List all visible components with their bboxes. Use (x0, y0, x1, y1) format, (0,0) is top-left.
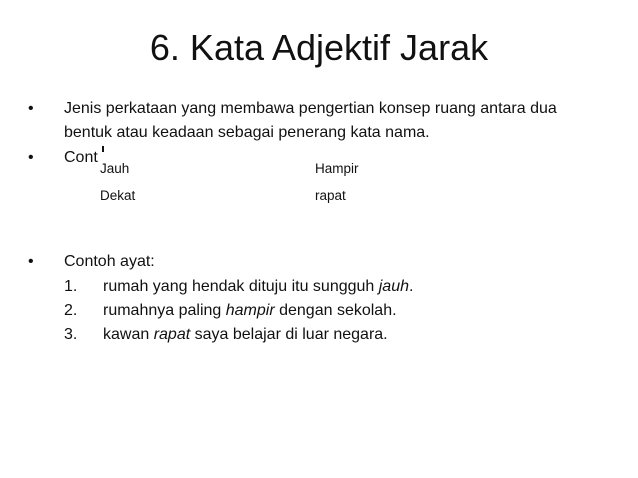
table-cell: rapat (315, 188, 346, 203)
example-text-before: rumah yang hendak dituju itu sungguh (103, 278, 379, 295)
bullet-marker: • (28, 100, 34, 117)
example-text-after: . (409, 278, 414, 295)
bullet-definition (28, 97, 588, 147)
table-cell: Dekat (100, 188, 136, 203)
bullet-example-sentences (28, 250, 588, 274)
example-number: 1. (64, 278, 78, 295)
example-text-emphasis: hampir (225, 302, 275, 319)
example-number: 3. (64, 326, 78, 343)
example-text-after: saya belajar di luar negara. (190, 326, 388, 343)
example-number: 2. (64, 302, 78, 319)
example-text (103, 299, 397, 323)
bullet-text: Contoh ayat: (64, 253, 155, 270)
example-text (103, 323, 388, 347)
clipped-text-fragment (102, 146, 104, 152)
bullet-text-line-2: bentuk atau keadaan sebagai penerang kata nama. (64, 124, 430, 141)
example-text-before: rumahnya paling (103, 302, 226, 319)
table-cell: Hampir (315, 161, 359, 176)
example-text-emphasis: jauh (378, 278, 409, 295)
bullet-marker: • (28, 253, 34, 270)
example-text (103, 275, 413, 299)
slide-title: 6. Kata Adjektif Jarak (149, 27, 489, 68)
example-text-after: dengan sekolah. (274, 302, 397, 319)
bullet-text-line-1: Jenis perkataan yang membawa pengertian konsep ruang antara dua (64, 100, 557, 117)
table-cell: Jauh (100, 161, 130, 176)
bullet-text: Cont (64, 149, 98, 166)
example-text-before: kawan (103, 326, 154, 343)
bullet-marker: • (28, 149, 34, 166)
example-text-emphasis: rapat (153, 326, 191, 343)
